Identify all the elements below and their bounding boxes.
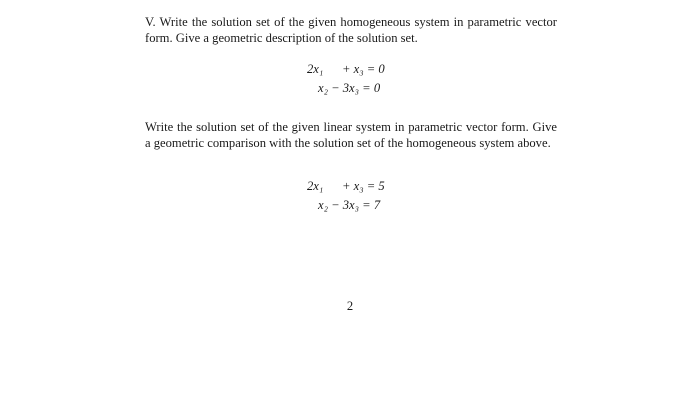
equation-term: + x₃ = 5	[342, 179, 385, 193]
page-number: 2	[346, 299, 354, 313]
problem-v-prompt: V. Write the solution set of the given homogeneous system in parametric vector form. Give a geometric description of the solution set.	[145, 15, 557, 45]
equation-row	[0, 197, 700, 216]
equation-term: x₂ − 3x₃ = 7	[318, 198, 381, 212]
equation-term: 2x₁	[307, 179, 324, 193]
equation-term: x₂ − 3x₃ = 0	[318, 81, 381, 95]
equation-term: + x₃ = 0	[342, 62, 385, 76]
linear-system	[0, 178, 700, 216]
equation-term: 2x₁	[307, 62, 324, 76]
nonhomogeneous-prompt: Write the solution set of the given linear system in parametric vector form. Give a geometric comparison with the solution set of the homogeneous system above.	[145, 120, 557, 150]
equation-row	[0, 61, 700, 80]
equation-row	[0, 80, 700, 99]
homogeneous-system	[0, 61, 700, 99]
equation-row	[0, 178, 700, 197]
